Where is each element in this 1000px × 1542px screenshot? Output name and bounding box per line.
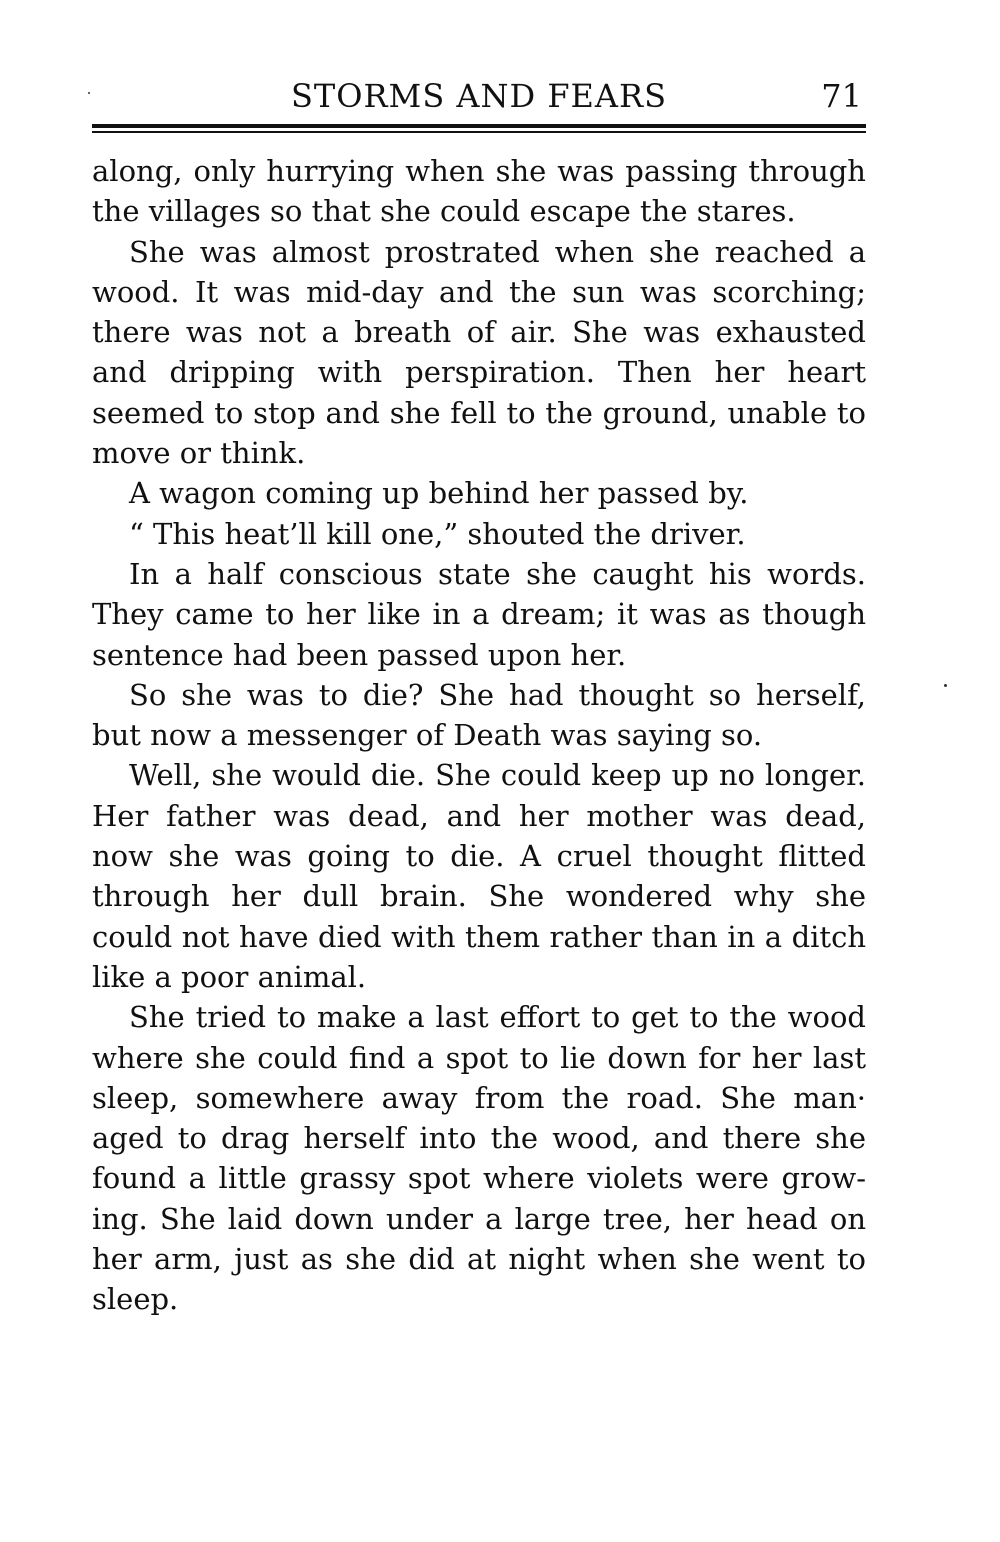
running-title: STORMS AND FEARS bbox=[290, 77, 668, 115]
header-rule-thick bbox=[92, 124, 866, 128]
paragraph: She tried to make a last effort to get to the wood where she could find a spot to lie down for her last sleep, somewhere away from the road. She man· aged to drag herself into the wood, and there she found a little grassy spot where violets were grow- ing. She laid down under a large tree, her head on her arm, just as she did at night when she went to sleep. bbox=[92, 1000, 866, 1317]
paragraph: “ This heat’ll kill one,” shouted the driver. bbox=[129, 516, 746, 551]
paragraph: She was almost prostrated when she reached a wood. It was mid-day and the sun was scorching; there was not a breath of air. She was exhausted and dripping with perspiration. Then her heart seemed to stop and she fell to the ground, unable to move or think. bbox=[92, 234, 866, 471]
body-text bbox=[92, 151, 866, 1320]
page-number: 71 bbox=[821, 77, 862, 115]
paragraph: A wagon coming up behind her passed by. bbox=[129, 476, 749, 511]
header-rule-thin bbox=[92, 131, 866, 133]
print-speck bbox=[88, 92, 90, 94]
paragraph: So she was to die? She had thought so herself, but now a messenger of Death was saying so. bbox=[92, 677, 866, 753]
paragraph: Well, she would die. She could keep up no longer. Her father was dead, and her mother was dead, now she was going to die. A cruel thought flitted through her dull brain. She wondered why she could not have died with them rather than in a ditch like a poor animal. bbox=[92, 758, 866, 994]
page-header bbox=[92, 70, 866, 122]
paragraph: along, only hurrying when she was passing through the villages so that she could escape the stares. bbox=[92, 154, 866, 229]
paragraph: In a half conscious state she caught his words. They came to her like in a dream; it was as though sentence had been passed upon her. bbox=[92, 556, 866, 672]
print-speck bbox=[944, 684, 947, 687]
